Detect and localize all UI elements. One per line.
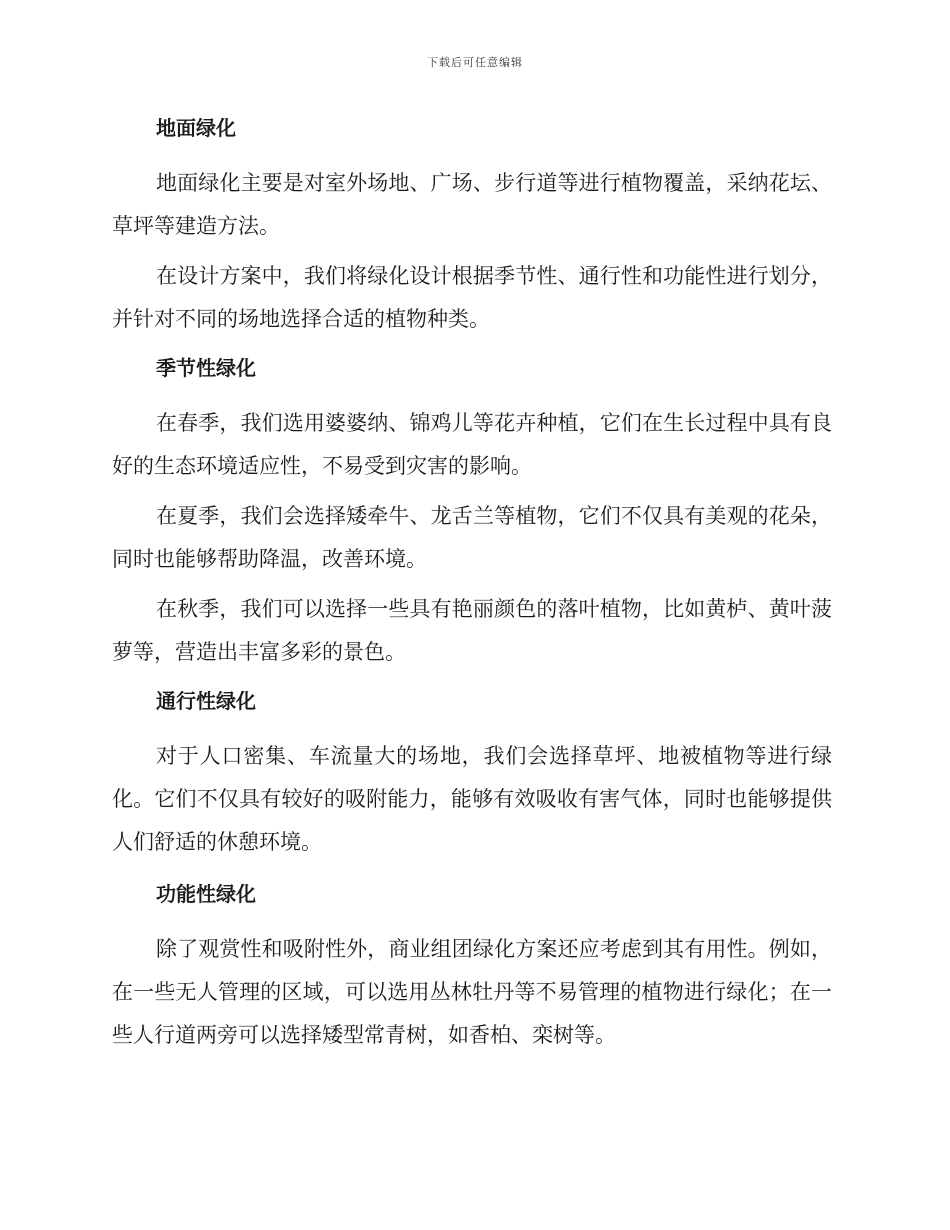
paragraph: 对于人口密集、车流量大的场地，我们会选择草坪、地被植物等进行绿化。它们不仅具有较好的吸附能力，能够有效吸收有害气体，同时也能够提供人们舒适的休憩环境。 [112,744,832,854]
page-header-note: 下载后可任意编辑 [427,56,523,69]
paragraph: 除了观赏性和吸附性外，商业组团绿化方案还应考虑到其有用性。例如，在一些无人管理的区域，可以选用丛林牡丹等不易管理的植物进行绿化；在一些人行道两旁可以选择矮型常青树，如香柏、栾树等。 [112,937,832,1047]
paragraph: 在春季，我们选用婆婆纳、锦鸡儿等花卉种植，它们在生长过程中具有良好的生态环境适应性，不易受到灾害的影响。 [112,411,832,478]
section-heading-ground-greening: 地面绿化 [156,116,236,140]
section-heading-traffic-greening: 通行性绿化 [156,689,256,713]
document-body [112,108,832,1064]
paragraph: 在夏季，我们会选择矮牵牛、龙舌兰等植物，它们不仅具有美观的花朵，同时也能够帮助降温，改善环境。 [112,504,832,571]
paragraph: 在秋季，我们可以选择一些具有艳丽颜色的落叶植物，比如黄栌、黄叶菠萝等，营造出丰富多彩的景色。 [112,597,832,664]
paragraph: 地面绿化主要是对室外场地、广场、步行道等进行植物覆盖，采纳花坛、草坪等建造方法。 [112,171,832,238]
paragraph: 在设计方案中，我们将绿化设计根据季节性、通行性和功能性进行划分，并针对不同的场地选择合适的植物种类。 [112,264,832,331]
section-heading-functional-greening: 功能性绿化 [156,882,256,906]
section-heading-seasonal-greening: 季节性绿化 [156,356,256,380]
